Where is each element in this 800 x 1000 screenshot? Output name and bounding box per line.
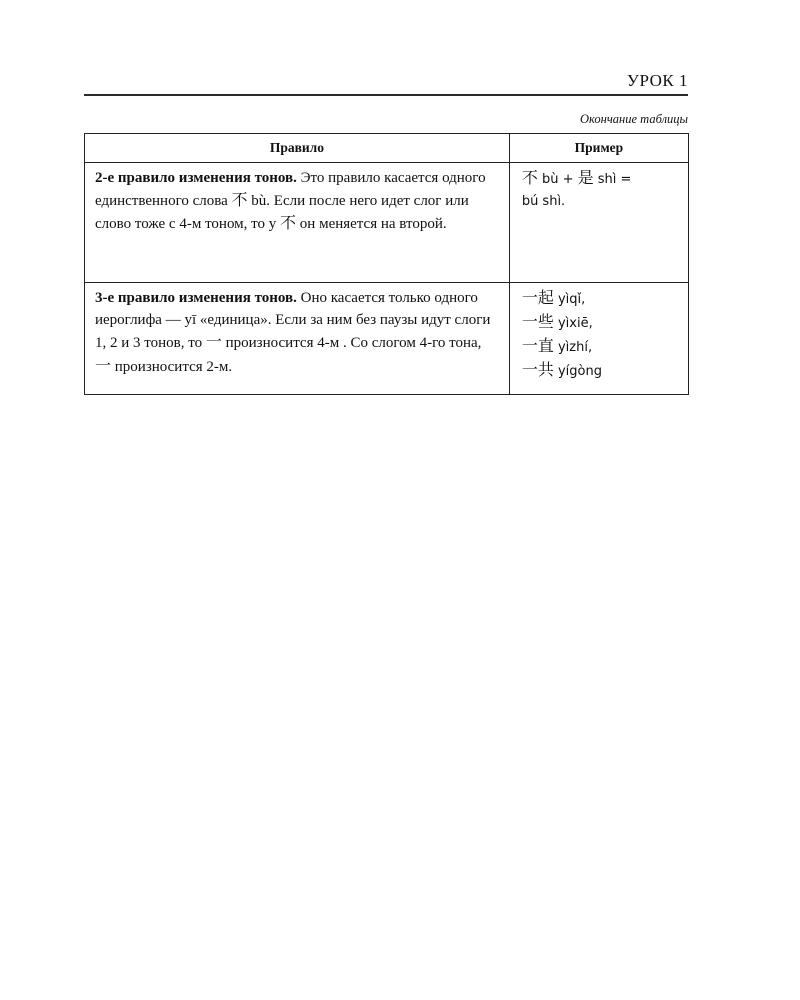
- table-row: [85, 283, 689, 395]
- rule-text: произносится 4-м . Со слогом 4-го тона,: [221, 335, 482, 352]
- hanzi-char: 是: [577, 168, 594, 187]
- pinyin-text: yígòng: [553, 364, 602, 379]
- pinyin-text: yìxiē,: [553, 316, 593, 331]
- hanzi-word: 一起: [521, 288, 554, 307]
- hanzi-char: 不: [521, 168, 538, 187]
- page-header: [84, 70, 688, 96]
- table-caption: Окончание таблицы: [579, 112, 688, 126]
- rule-title: 3-е правило изменения тонов.: [95, 290, 297, 306]
- hanzi-word: 一直: [521, 336, 554, 355]
- example-line: [522, 335, 682, 359]
- hanzi-char: 一: [205, 332, 222, 352]
- pinyin-text: shì =: [593, 172, 632, 187]
- rule-cell: [85, 283, 510, 395]
- hanzi-char: 一: [95, 355, 112, 375]
- lesson-title: УРОК 1: [626, 71, 688, 90]
- rule-title: 2-е правило изменения тонов.: [95, 170, 297, 186]
- example-line: [522, 287, 682, 311]
- rule-text: произносится 2-м.: [111, 358, 233, 375]
- column-header-rule: Правило: [85, 134, 510, 163]
- hanzi-word: 一共: [521, 360, 554, 379]
- table-header-row: [85, 134, 689, 163]
- example-cell: [509, 163, 688, 283]
- rule-cell: [85, 163, 510, 283]
- rule-text: Оно касается только одного иероглифа — yī «единица». Если за ним без паузы идут слоги 1, 2 и 3 тонов, то: [95, 290, 491, 352]
- pinyin-text: bù +: [537, 172, 578, 187]
- rule-text: Это правило касается одного единственного слова: [95, 170, 486, 210]
- example-line: [522, 167, 682, 191]
- rules-table: [84, 133, 689, 395]
- hanzi-char: 不: [280, 213, 297, 233]
- pinyin-text: yìzhí,: [553, 340, 593, 355]
- hanzi-char: 不: [231, 190, 248, 210]
- example-cell: [509, 283, 688, 395]
- hanzi-word: 一些: [521, 312, 554, 331]
- pinyin-text: yìqǐ,: [553, 292, 586, 307]
- example-line: [522, 311, 682, 335]
- column-header-example: Пример: [509, 134, 688, 163]
- table-row: [85, 163, 689, 283]
- rule-text: он меняется на второй.: [296, 216, 447, 233]
- example-line: [522, 359, 682, 383]
- example-result: bú shì.: [521, 194, 566, 209]
- rule-text: bù. Если после него идет слог или слово тоже с 4-м тоном, то у: [95, 193, 469, 233]
